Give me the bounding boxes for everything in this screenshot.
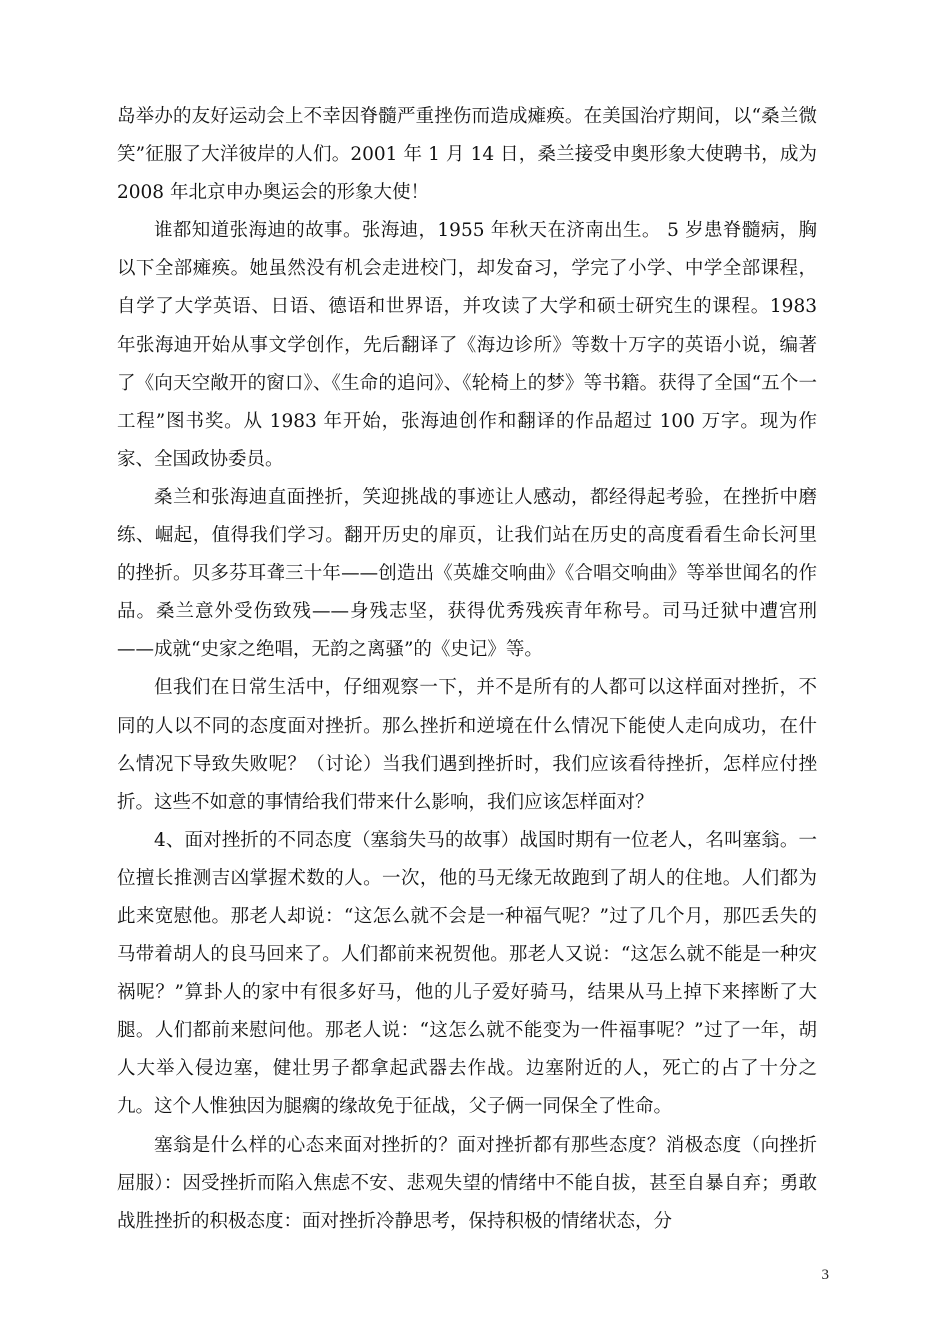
- paragraph-sanglan-continued: 岛举办的友好运动会上不幸因脊髓严重挫伤而造成瘫痪。在美国治疗期间，以“桑兰微笑”征服了大洋彼岸的人们。2001 年 1 月 14 日，桑兰接受申奥形象大使聘书，成为 2008 年北京申办奥运会的形象大使！: [117, 106, 817, 204]
- document-body: [117, 98, 817, 1241]
- paragraph-daily-life: 但我们在日常生活中，仔细观察一下，并不是所有的人都可以这样面对挫折，不同的人以不同的态度面对挫折。那么挫折和逆境在什么情况下能使人走向成功，在什么情况下导致失败呢？（讨论）当我们遇到挫折时，我们应该看待挫折，怎样应付挫折。这些不如意的事情给我们带来什么影响，我们应该怎样面对？: [117, 677, 817, 813]
- paragraph-saiweng-story: 4、面对挫折的不同态度（塞翁失马的故事）战国时期有一位老人，名叫塞翁。一位擅长推测吉凶掌握术数的人。一次，他的马无缘无故跑到了胡人的住地。人们都为此来宽慰他。那老人却说：“这怎么就不会是一种福气呢？”过了几个月，那匹丢失的马带着胡人的良马回来了。人们都前来祝贺他。那老人又说：“这怎么就不能是一种灾祸呢？”算卦人的家中有很多好马，他的儿子爱好骑马，结果从马上掉下来摔断了大腿。人们都前来慰问他。那老人说：“这怎么就不能变为一件福事呢？”过了一年，胡人大举入侵边塞，健壮男子都拿起武器去作战。边塞附近的人，死亡的占了十分之九。这个人惟独因为腿瘸的缘故免于征战，父子俩一同保全了性命。: [117, 829, 817, 1118]
- paragraph-facing-setbacks: 桑兰和张海迪直面挫折，笑迎挑战的事迹让人感动，都经得起考验，在挫折中磨练、崛起，值得我们学习。翻开历史的扉页，让我们站在历史的高度看看生命长河里的挫折。贝多芬耳聋三十年——创造出《英雄交响曲》《合唱交响曲》等举世闻名的作品。桑兰意外受伤致残——身残志坚，获得优秀残疾青年称号。司马迁狱中遭宫刑——成就“史家之绝唱，无韵之离骚”的《史记》等。: [117, 486, 817, 661]
- paragraph-zhang-haidi: 谁都知道张海迪的故事。张海迪，1955 年秋天在济南出生。 5 岁患脊髓病，胸以下全部瘫痪。她虽然没有机会走进校门，却发奋习，学完了小学、中学全部课程，自学了大学英语、日语、德语和世界语，并攻读了大学和硕士研究生的课程。1983 年张海迪开始从事文学创作，先后翻译了《海边诊所》等数十万字的英语小说，编著了《向天空敞开的窗口》、《生命的追问》、《轮椅上的梦》等书籍。获得了全国“五个一工程”图书奖。从 1983 年开始，张海迪创作和翻译的作品超过 100 万字。现为作家、全国政协委员。: [117, 220, 817, 470]
- page-number: 3: [821, 1267, 829, 1283]
- paragraph-attitudes: 塞翁是什么样的心态来面对挫折的？面对挫折都有那些态度？消极态度（向挫折屈服）：因受挫折而陷入焦虑不安、悲观失望的情绪中不能自拔，甚至自暴自弃；勇敢战胜挫折的积极态度：面对挫折冷静思考，保持积极的情绪状态，分: [117, 1134, 817, 1232]
